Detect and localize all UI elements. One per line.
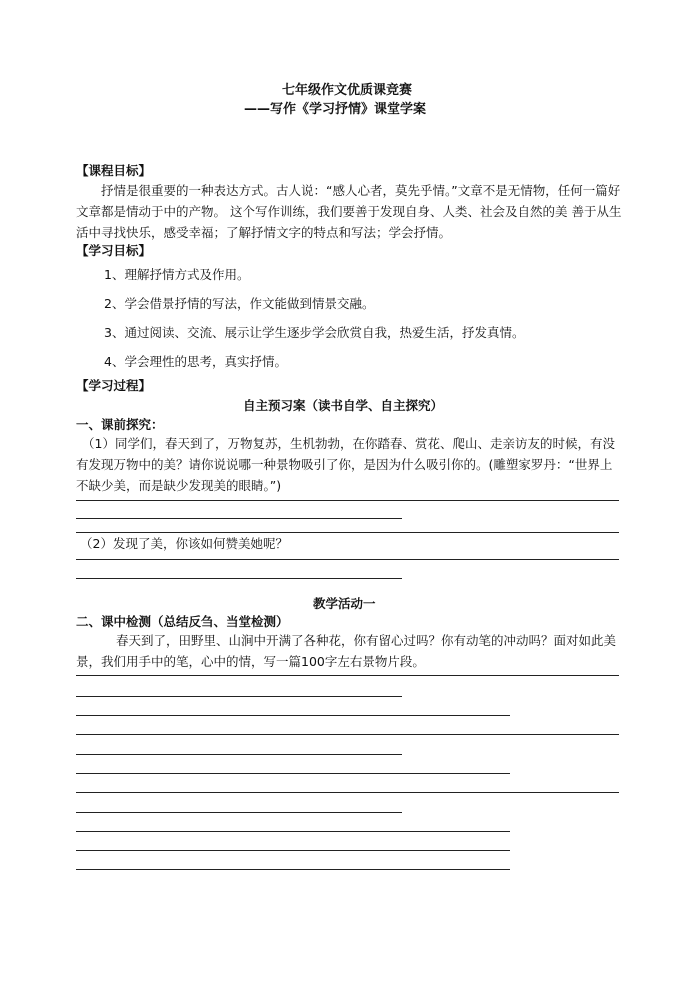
answer-line[interactable] [76,500,619,501]
writing-line[interactable] [76,754,402,755]
goal-item-3: 3、通过阅读、交流、展示让学生逐步学会欣赏自我，热爱生活，抒发真情。 [104,325,525,340]
objectives-heading: 【课程目标】 [76,163,152,178]
goal-item-2: 2、学会借景抒情的写法，作文能做到情景交融。 [104,296,375,311]
goal-item-4: 4、学会理性的思考，真实抒情。 [104,354,287,369]
answer-line[interactable] [76,559,619,560]
writing-line[interactable] [76,773,510,774]
answer-line[interactable] [76,518,402,519]
section2-title: 二、课中检测（总结反刍、当堂检测） [76,614,289,629]
page-title: 七年级作文优质课竞赛 [282,83,413,98]
writing-line[interactable] [76,831,510,832]
question-1: （1）同学们，春天到了，万物复苏，生机勃勃，在你踏春、赏花、爬山、走亲访友的时候，有没有发现万物中的美？请你说说哪一种景物吸引了你，是因为什么吸引你的。(雕塑家罗丹：“世界上不缺少美，而是缺少发现美的眼睛。”) [76,436,615,493]
writing-line[interactable] [76,812,402,813]
question-2: （2）发现了美，你该如何赞美她呢？ [80,536,288,551]
goals-heading: 【学习目标】 [76,243,152,258]
writing-line[interactable] [76,869,510,870]
goal-item-1: 1、理解抒情方式及作用。 [104,267,250,282]
writing-line[interactable] [76,696,402,697]
writing-line[interactable] [76,734,619,735]
objectives-text: 抒情是很重要的一种表达方式。古人说：“感人心者，莫先乎情。”文章不是无情物，任何一篇好文章都是情动于中的产物。 这个写作训练，我们要善于发现自身、人类、社会及自然的美 善于从生活中寻找快乐，感受幸福；了解抒情文字的特点和写法；学会抒情。 [76,183,622,240]
self-study-title: 自主预习案（读书自学、自主探究） [243,398,444,413]
writing-line[interactable] [76,715,510,716]
activity-title: 教学活动一 [313,596,376,611]
section1-title: 一、课前探究： [76,417,164,432]
page-subtitle: ——写作《学习抒情》课堂学案 [244,102,427,117]
writing-line[interactable] [76,675,619,676]
writing-task: 春天到了，田野里、山涧中开满了各种花，你有留心过吗？你有动笔的冲动吗？面对如此美景，我们用手中的笔，心中的情，写一篇100字左右景物片段。 [76,633,617,669]
writing-line[interactable] [76,792,619,793]
process-heading: 【学习过程】 [76,378,152,393]
writing-line[interactable] [76,850,510,851]
answer-line[interactable] [76,578,402,579]
